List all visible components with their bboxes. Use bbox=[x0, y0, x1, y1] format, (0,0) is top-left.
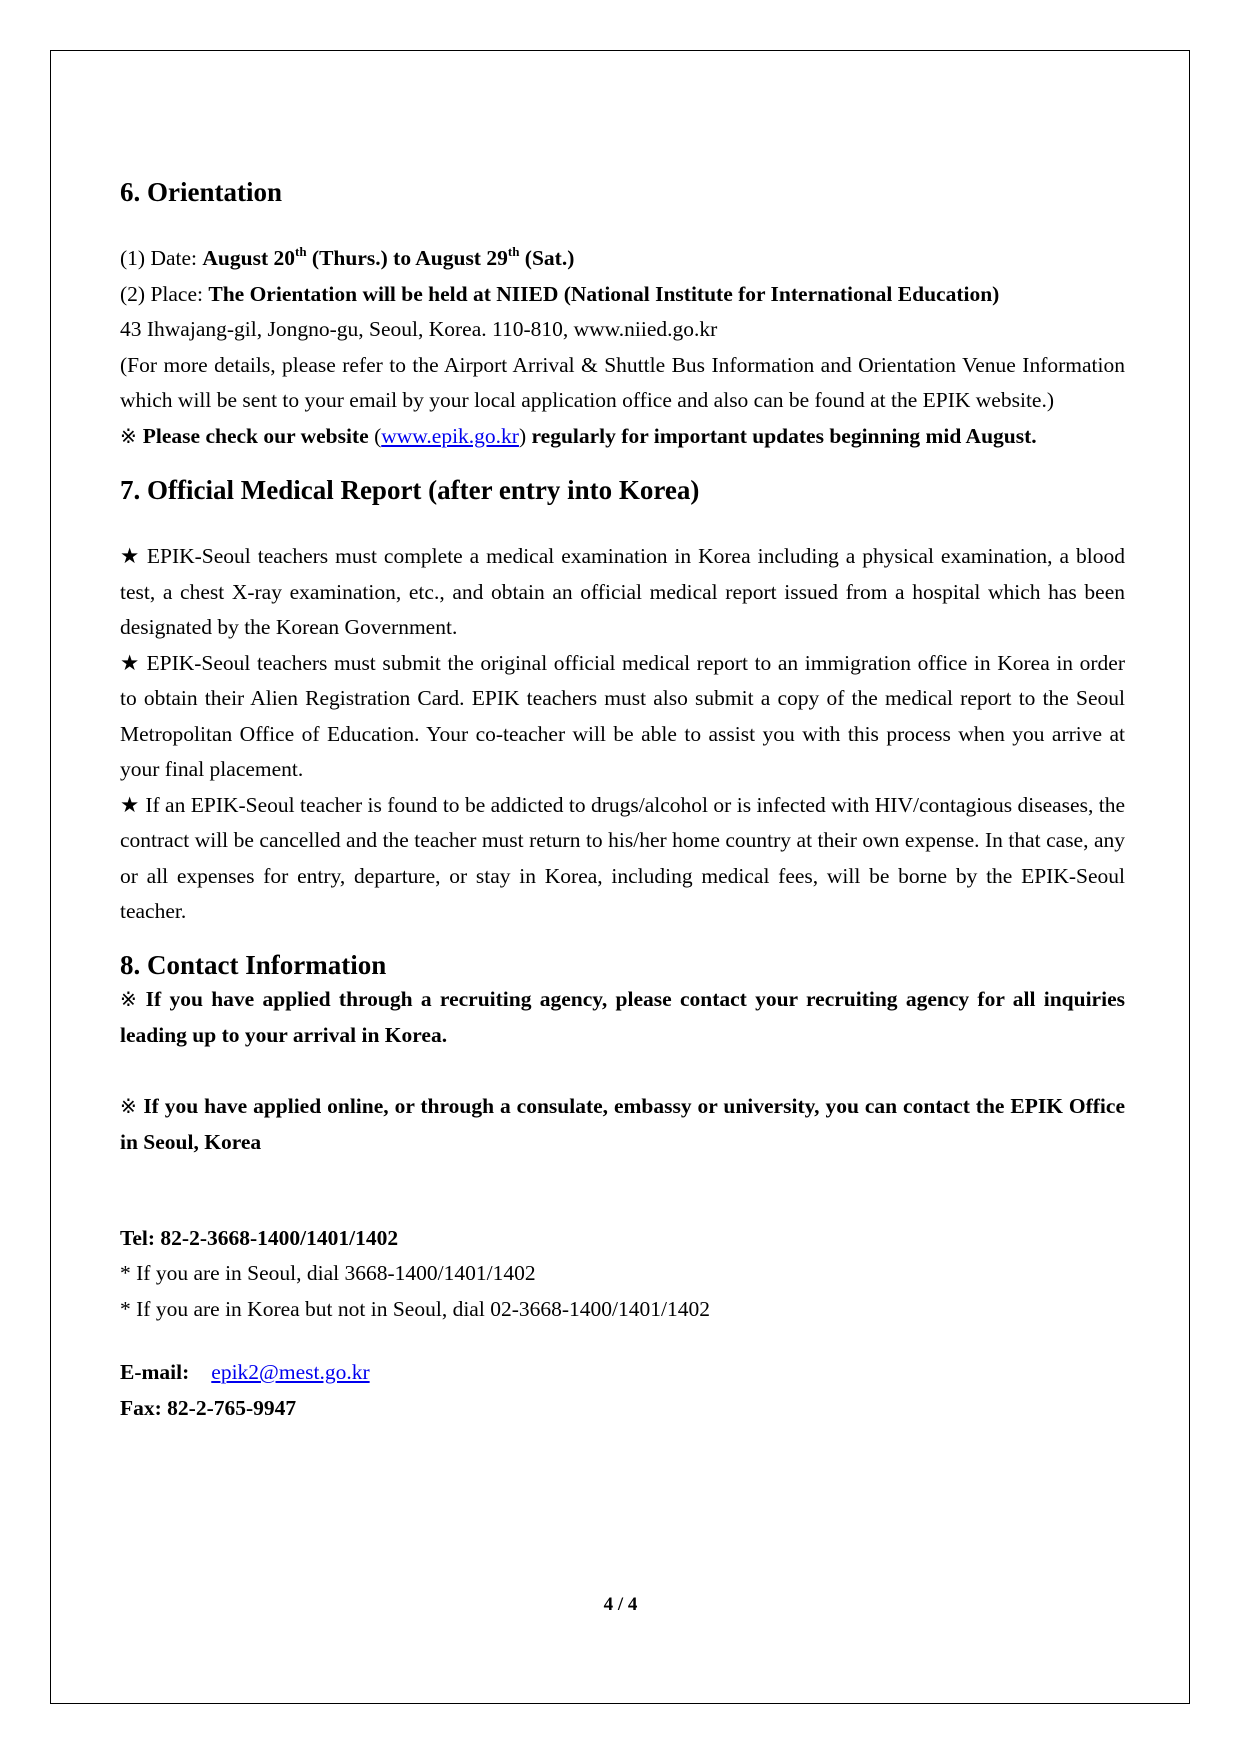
star-icon: ★ bbox=[120, 792, 140, 817]
orientation-website-notice: ※ Please check our website (www.epik.go.kr) regularly for important updates beginning mid August. bbox=[120, 423, 1037, 448]
email-link[interactable]: epik2@mest.go.kr bbox=[211, 1360, 370, 1384]
orientation-place: (2) Place: The Orientation will be held at NIIED (National Institute for International Education) bbox=[120, 281, 1000, 306]
reference-mark-icon: ※ bbox=[120, 425, 137, 448]
section-contact bbox=[120, 948, 1125, 1427]
orientation-details: (For more details, please refer to the Airport Arrival & Shuttle Bus Information and Orientation Venue Information which will be sent to your email by your local application office and also can be found at the EPIK website.) bbox=[120, 352, 1125, 412]
contact-fax: Fax: 82-2-765-9947 bbox=[120, 1395, 297, 1420]
medical-item: ★ EPIK-Seoul teachers must submit the original official medical report to an immigration office in Korea in order to obtain their Alien Registration Card. EPIK teachers must also submit a copy of the medical report to the Seoul Metropolitan Office of Education. Your co-teacher will be able to assist you with this process when you arrive at your final placement. bbox=[120, 650, 1125, 781]
contact-notice-agency: ※ If you have applied through a recruiting agency, please contact your recruiting agency for all inquiries leading up to your arrival in Korea. bbox=[120, 986, 1125, 1047]
contact-dial-korea: * If you are in Korea but not in Seoul, dial 02-3668-1400/1401/1402 bbox=[120, 1296, 710, 1321]
medical-item: ★ EPIK-Seoul teachers must complete a medical examination in Korea including a physical examination, a blood test, a chest X-ray examination, etc., and obtain an official medical report issued from a hospital which has been designated by the Korean Government. bbox=[120, 544, 1125, 639]
section-orientation bbox=[120, 175, 1125, 455]
star-icon: ★ bbox=[120, 650, 141, 675]
orientation-date: (1) Date: August 20th (Thurs.) to August 29th (Sat.) bbox=[120, 244, 575, 270]
place-value: The Orientation will be held at NIIED (National Institute for International Education) bbox=[208, 281, 1000, 306]
contact-notice-online: ※ If you have applied online, or through a consulate, embassy or university, you can contact the EPIK Office in Seoul, Korea bbox=[120, 1093, 1125, 1154]
reference-mark-icon: ※ bbox=[120, 1095, 138, 1118]
orientation-heading: 6. Orientation bbox=[120, 177, 282, 207]
contact-tel: Tel: 82-2-3668-1400/1401/1402 bbox=[120, 1225, 399, 1250]
reference-mark-icon: ※ bbox=[120, 988, 140, 1011]
epik-website-link[interactable]: www.epik.go.kr bbox=[381, 423, 519, 448]
star-icon: ★ bbox=[120, 544, 141, 568]
medical-heading: 7. Official Medical Report (after entry into Korea) bbox=[120, 475, 700, 505]
medical-item: ★ If an EPIK-Seoul teacher is found to be addicted to drugs/alcohol or is infected with HIV/contagious diseases, the contract will be cancelled and the teacher must return to his/her home country at their own expense. In that case, any or all expenses for entry, departure, or stay in Korea, including medical fees, will be borne by the EPIK-Seoul teacher. bbox=[120, 792, 1125, 923]
orientation-address: 43 Ihwajang-gil, Jongno-gu, Seoul, Korea. 110-810, www.niied.go.kr bbox=[120, 317, 718, 341]
page-number: 4 / 4 bbox=[603, 1594, 638, 1615]
section-medical-report bbox=[120, 473, 1125, 930]
contact-email: E-mail: epik2@mest.go.kr bbox=[120, 1360, 370, 1384]
contact-dial-seoul: * If you are in Seoul, dial 3668-1400/1401/1402 bbox=[120, 1261, 536, 1285]
contact-heading: 8. Contact Information bbox=[120, 949, 387, 980]
document-body bbox=[120, 175, 1125, 1426]
